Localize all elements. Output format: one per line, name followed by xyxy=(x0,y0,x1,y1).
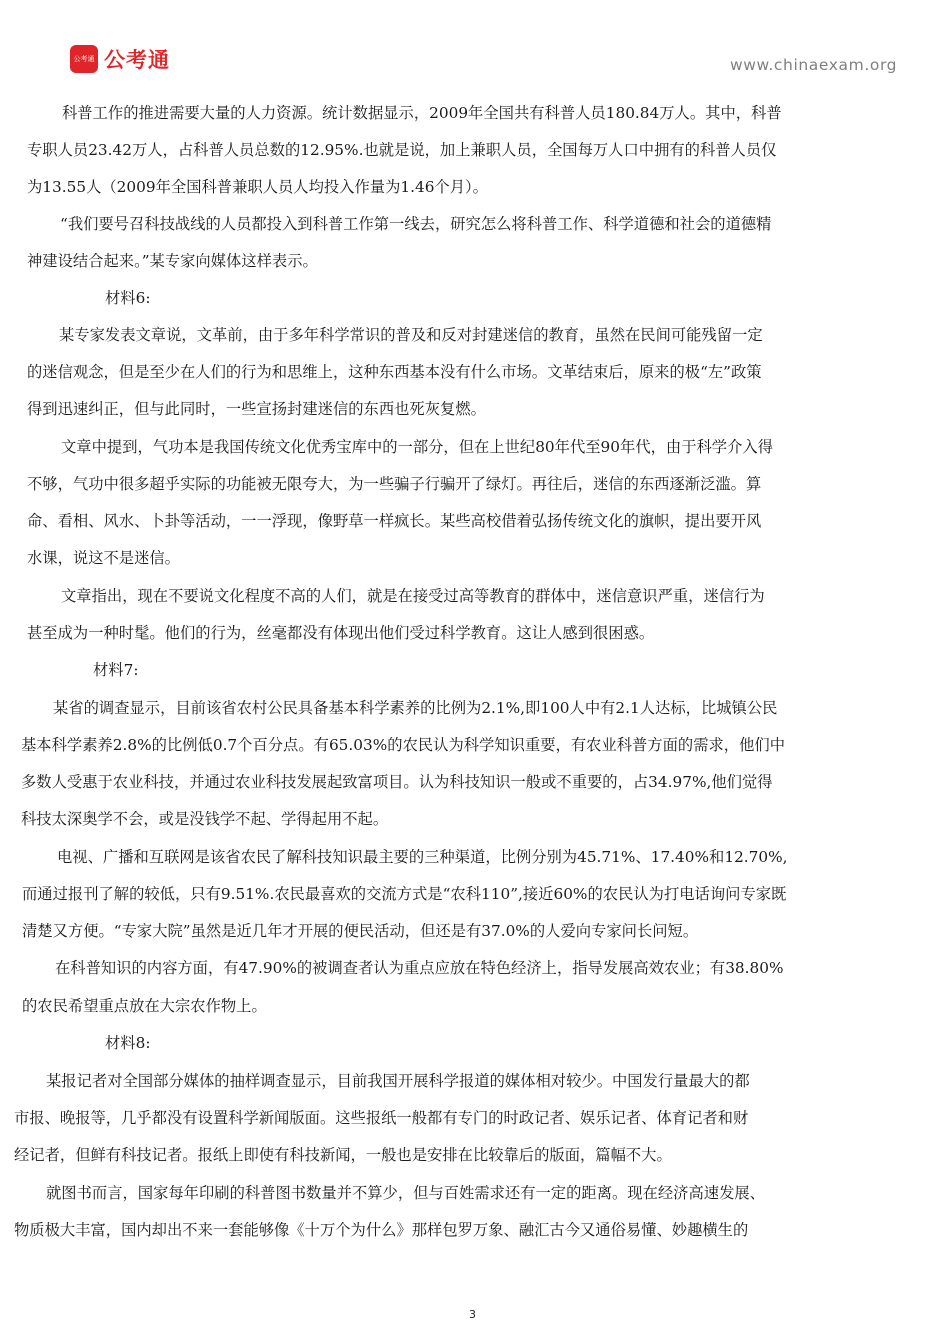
text-line: 文章指出，现在不要说文化程度不高的人们，就是在接受过高等教育的群体中，迷信意识严重，迷信行为 xyxy=(61,587,765,605)
site-url[interactable]: www.chinaexam.org xyxy=(730,56,898,74)
section-heading: 材料6: xyxy=(105,289,151,307)
text-line: 得到迅速纠正，但与此同时，一些宣扬封建迷信的东西也死灰复燃。 xyxy=(27,400,486,418)
text-line: 科普工作的推进需要大量的人力资源。统计数据显示，2009年全国共有科普人员180.84万人。其中，科普 xyxy=(62,104,782,122)
text-line: 命、看相、风水、卜卦等活动，一一浮现，像野草一样疯长。某些高校借着弘扬传统文化的旗帜，提出要开风 xyxy=(27,512,762,530)
text-line: 清楚又方便。“专家大院”虽然是近几年才开展的便民活动，但还是有37.0%的人爱向专家问长问短。 xyxy=(22,922,699,940)
text-line: 在科普知识的内容方面，有47.90%的被调查者认为重点应放在特色经济上，指导发展高效农业；有38.80% xyxy=(55,959,784,977)
text-line: 不够，气功中很多超乎实际的功能被无限夸大，为一些骗子行骗开了绿灯。再往后，迷信的东西逐渐泛滥。算 xyxy=(27,475,762,493)
text-line: 电视、广播和互联网是该省农民了解科技知识最主要的三种渠道，比例分别为45.71%、17.40%和12.70%, xyxy=(57,848,788,866)
text-line: 物质极大丰富，国内却出不来一套能够像《十万个为什么》那样包罗万象、融汇古今又通俗易懂、妙趣横生的 xyxy=(14,1221,749,1239)
text-line: 为13.55人（2009年全国科普兼职人员人均投入作量为1.46个月）。 xyxy=(27,178,488,196)
text-line: 文章中提到，气功本是我国传统文化优秀宝库中的一部分，但在上世纪80年代至90年代，由于科学介入得 xyxy=(61,438,773,456)
text-line: 专职人员23.42万人，占科普人员总数的12.95%.也就是说，加上兼职人员，全国每万人口中拥有的科普人员仅 xyxy=(27,141,777,159)
text-line: 多数人受惠于农业科技，并通过农业科技发展起致富项目。认为科技知识一般或不重要的，占34.97%,他们觉得 xyxy=(21,773,773,791)
logo-text: 公考通 xyxy=(104,48,170,72)
text-line: 某省的调查显示，目前该省农村公民具备基本科学素养的比例为2.1%,即100人中有2.1人达标，比城镇公民 xyxy=(53,699,778,717)
text-line: 水课，说这不是迷信。 xyxy=(27,549,180,567)
page-number: 3 xyxy=(469,1308,476,1321)
text-line: “我们要号召科技战线的人员都投入到科普工作第一线去，研究怎么将科普工作、科学道德和社会的道德精 xyxy=(60,215,772,233)
text-line: 科技太深奥学不会，或是没钱学不起、学得起用不起。 xyxy=(21,810,389,828)
text-line: 就图书而言，国家每年印刷的科普图书数量并不算少，但与百姓需求还有一定的距离。现在经济高速发展、 xyxy=(46,1184,765,1202)
text-line: 基本科学素养2.8%的比例低0.7个百分点。有65.03%的农民认为科学知识重要，有农业科普方面的需求，他们中 xyxy=(21,736,785,754)
text-line: 而通过报刊了解的较低，只有9.51%.农民最喜欢的交流方式是“农科110”,接近60%的农民认为打电话询问专家既 xyxy=(22,885,787,903)
text-line: 神建设结合起来。”某专家向媒体这样表示。 xyxy=(27,252,318,270)
text-line: 市报、晚报等，几乎都没有设置科学新闻版面。这些报纸一般都有专门的时政记者、娱乐记者、体育记者和财 xyxy=(14,1109,749,1127)
text-line: 某专家发表文章说，文革前，由于多年科学常识的普及和反对封建迷信的教育，虽然在民间可能残留一定 xyxy=(59,326,763,344)
text-line: 甚至成为一种时髦。他们的行为，丝毫都没有体现出他们受过科学教育。这让人感到很困惑。 xyxy=(27,624,655,642)
text-line: 某报记者对全国部分媒体的抽样调查显示，目前我国开展科学报道的媒体相对较少。中国发行量最大的都 xyxy=(46,1072,750,1090)
text-line: 的迷信观念，但是至少在人们的行为和思维上，这种东西基本没有什么市场。文革结束后，原来的极“左”政策 xyxy=(27,363,762,381)
brand-logo xyxy=(70,44,170,74)
logo-icon: 公考通 xyxy=(70,45,98,73)
section-heading: 材料7: xyxy=(93,661,139,679)
text-line: 经记者，但鲜有科技记者。报纸上即使有科技新闻，一般也是安排在比较靠后的版面，篇幅不大。 xyxy=(14,1146,672,1164)
section-heading: 材料8: xyxy=(105,1034,151,1052)
text-line: 的农民希望重点放在大宗农作物上。 xyxy=(22,997,267,1015)
